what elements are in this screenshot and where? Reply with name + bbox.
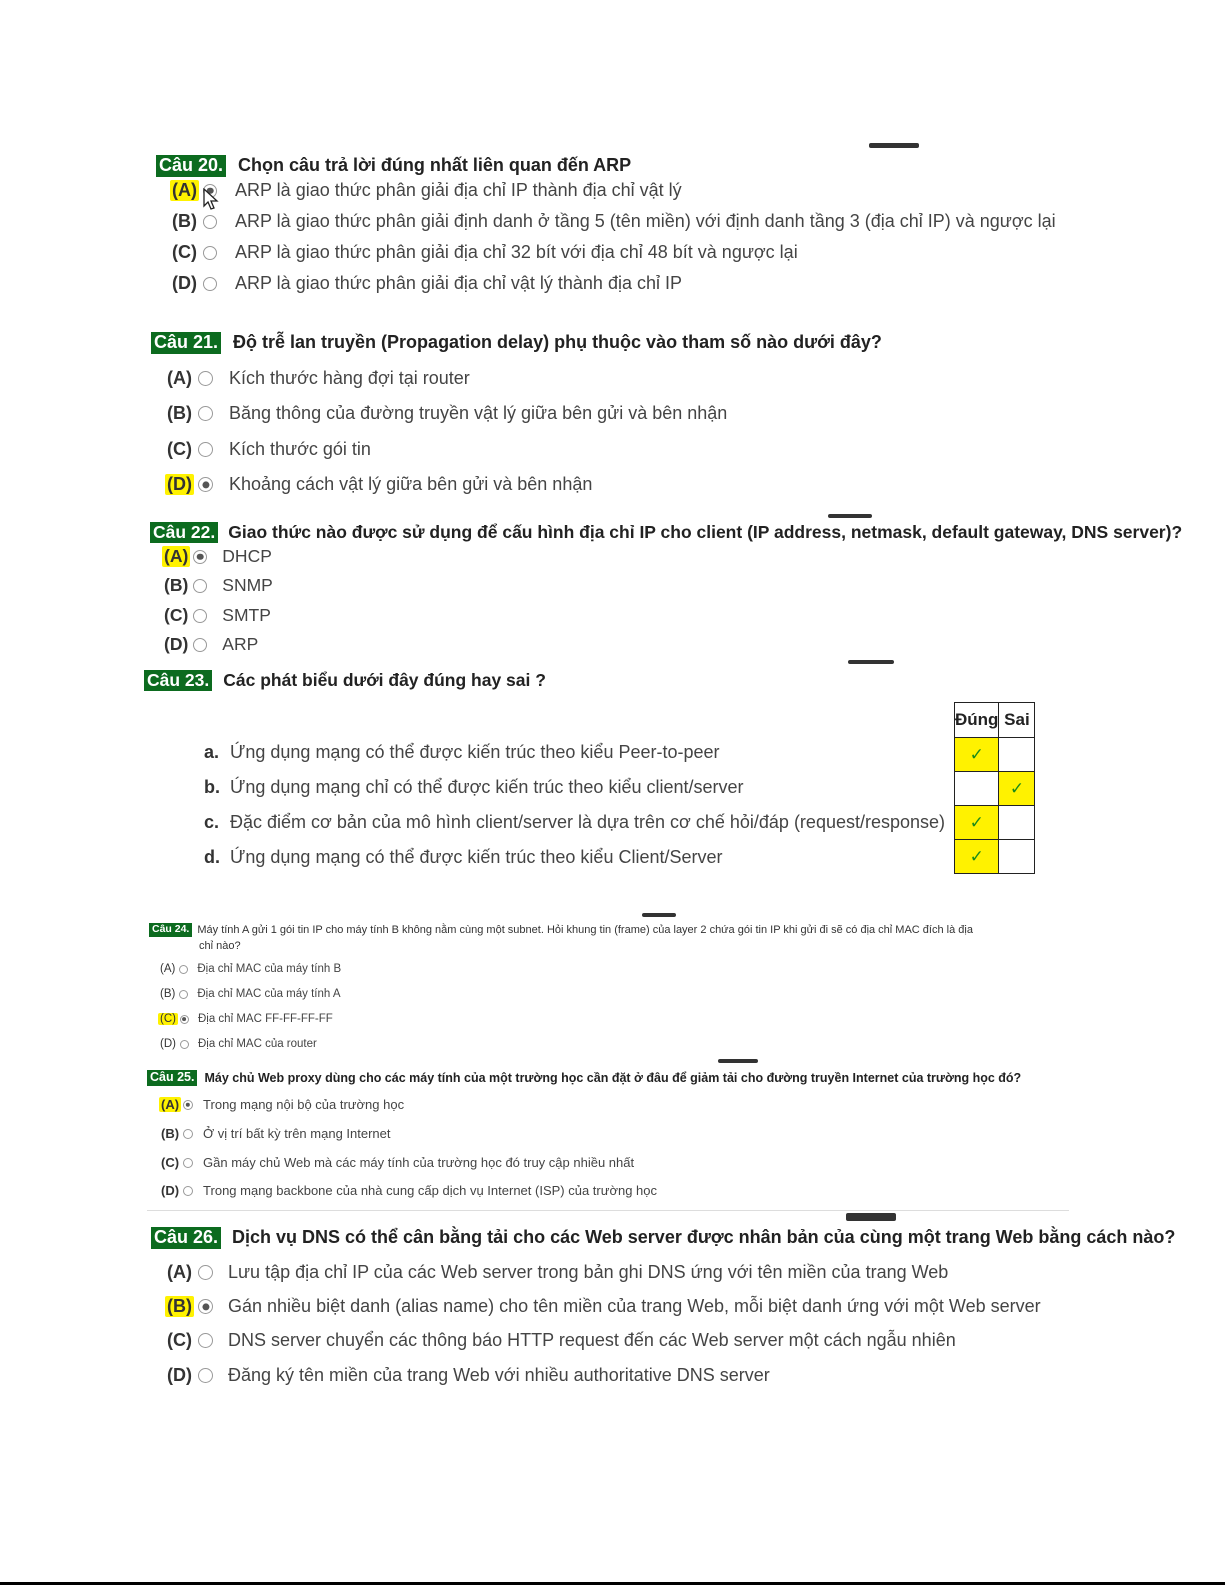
answer-cell-c-false[interactable] [999, 806, 1035, 840]
statement-text: Ứng dụng mạng có thể được kiến trúc theo kiểu Client/Server [230, 847, 723, 867]
radio-button[interactable] [183, 1158, 193, 1168]
option-letter: (D) [160, 1038, 176, 1050]
answer-cell-a-false[interactable] [999, 738, 1035, 772]
option-text: Đăng ký tên miền của trang Web với nhiều authoritative DNS server [228, 1365, 770, 1385]
radio-button[interactable] [198, 406, 213, 421]
option-letter: (B) [164, 575, 189, 595]
question-text: Chọn câu trả lời đúng nhất liên quan đến ARP [238, 155, 632, 176]
mouse-cursor-icon [203, 188, 219, 212]
column-header-false: Sai [999, 703, 1035, 738]
q21-option-d[interactable] [165, 474, 592, 495]
option-letter: (D) [167, 1365, 192, 1385]
option-text: Lưu tập địa chỉ IP của các Web server trong bản ghi DNS ứng với tên miền của trang Web [228, 1262, 949, 1282]
option-text: Địa chỉ MAC của máy tính A [197, 988, 341, 1000]
option-text: Kích thước hàng đợi tại router [229, 368, 470, 388]
question-text: Các phát biểu dưới đây đúng hay sai ? [223, 670, 546, 691]
option-text: Địa chỉ MAC FF-FF-FF-FF [197, 1013, 333, 1025]
option-text: ARP là giao thức phân giải định danh ở tầng 5 (tên miền) với định danh tầng 3 (địa chỉ IP) và ngược lại [235, 211, 1056, 231]
answer-cell-b-true[interactable] [955, 772, 999, 806]
option-text: ARP là giao thức phân giải địa chỉ vật lý thành địa chỉ IP [235, 273, 682, 293]
q21-option-b[interactable] [165, 403, 727, 424]
option-text: Trong mạng nội bộ của trường học [203, 1097, 405, 1112]
radio-button[interactable] [203, 246, 217, 260]
radio-button[interactable] [198, 477, 213, 492]
scroll-mark [869, 143, 919, 148]
column-header-true: Đúng [955, 703, 999, 738]
statement-letter: b. [204, 777, 220, 797]
statement-letter: a. [204, 742, 220, 762]
option-letter: (A) [172, 180, 197, 200]
divider [147, 1210, 1069, 1211]
q21-option-a[interactable] [165, 368, 470, 389]
radio-button[interactable] [179, 990, 188, 999]
radio-button[interactable] [198, 442, 213, 457]
q24-option-d[interactable] [158, 1038, 317, 1050]
radio-button[interactable] [179, 965, 188, 974]
option-letter: (C) [164, 605, 189, 625]
question-26-header [151, 1227, 1175, 1249]
q22-option-b[interactable] [162, 575, 273, 596]
statement-letter: d. [204, 847, 220, 867]
q20-option-b[interactable] [170, 211, 1056, 232]
q26-option-d[interactable] [165, 1365, 770, 1386]
q20-option-d[interactable] [170, 273, 682, 294]
radio-button[interactable] [198, 1368, 213, 1383]
q26-option-b[interactable] [165, 1296, 1041, 1317]
question-21-header [151, 332, 882, 354]
option-letter: (C) [160, 1013, 176, 1025]
radio-button[interactable] [198, 1299, 213, 1314]
question-number: Câu 25. [147, 1070, 197, 1086]
option-text: Gán nhiều biệt danh (alias name) cho tên miền của trang Web, mỗi biệt danh ứng với một Web server [228, 1296, 1041, 1316]
radio-button[interactable] [198, 371, 213, 386]
q24-option-b[interactable] [158, 988, 341, 1000]
q22-option-a[interactable] [162, 546, 272, 567]
question-text: Dịch vụ DNS có thể cân bằng tải cho các Web server được nhân bản của cùng một trang Web bằng cách nào? [232, 1227, 1176, 1248]
q25-option-c[interactable] [159, 1155, 634, 1170]
option-letter: (A) [167, 368, 192, 388]
answer-cell-d-false[interactable] [999, 840, 1035, 874]
radio-button[interactable] [193, 609, 207, 623]
scroll-mark [828, 514, 872, 518]
question-number: Câu 20. [156, 155, 226, 177]
scroll-mark [848, 660, 894, 664]
option-text: ARP là giao thức phân giải địa chỉ 32 bít với địa chỉ 48 bít và ngược lại [235, 242, 798, 262]
statement-text: Đặc điểm cơ bản của mô hình client/server là dựa trên cơ chế hỏi/đáp (request/response) [230, 812, 946, 832]
question-text: Giao thức nào được sử dụng để cấu hình địa chỉ IP cho client (IP address, netmask, default gateway, DNS server)? [228, 522, 1183, 543]
q26-option-c[interactable] [165, 1330, 956, 1351]
radio-button[interactable] [198, 1333, 213, 1348]
question-24-header [149, 923, 1069, 952]
option-letter: (A) [161, 1097, 180, 1112]
option-letter: (B) [172, 211, 197, 231]
statement-b [204, 777, 744, 798]
option-text: Địa chỉ MAC của máy tính B [197, 963, 342, 975]
option-text: Ở vị trí bất kỳ trên mạng Internet [203, 1126, 391, 1141]
answer-cell-d-true[interactable]: ✓ [955, 840, 999, 874]
question-number: Câu 21. [151, 332, 221, 354]
option-text: DHCP [222, 546, 272, 566]
question-text: Độ trễ lan truyền (Propagation delay) phụ thuộc vào tham số nào dưới đây? [233, 332, 882, 353]
option-letter: (D) [167, 474, 192, 494]
option-letter: (C) [172, 242, 197, 262]
statement-text: Ứng dụng mạng chỉ có thể được kiến trúc theo kiểu client/server [230, 777, 744, 797]
option-letter: (C) [167, 439, 192, 459]
q20-option-c[interactable] [170, 242, 798, 263]
radio-button[interactable] [193, 550, 207, 564]
option-text: SMTP [222, 605, 271, 625]
option-text: Kích thước gói tin [229, 439, 371, 459]
answer-cell-a-true[interactable]: ✓ [955, 738, 999, 772]
option-text: Trong mạng backbone của nhà cung cấp dịch vụ Internet (ISP) của trường học [203, 1183, 657, 1198]
q25-option-a[interactable] [159, 1097, 404, 1112]
q22-option-c[interactable] [162, 605, 271, 626]
option-text: ARP là giao thức phân giải địa chỉ IP thành địa chỉ vật lý [235, 180, 682, 200]
q22-option-d[interactable] [162, 634, 258, 655]
statement-a [204, 742, 720, 763]
statement-d [204, 847, 723, 868]
option-text: Băng thông của đường truyền vật lý giữa bên gửi và bên nhận [229, 403, 728, 423]
scroll-mark [642, 913, 676, 917]
question-20-header [156, 155, 631, 177]
scroll-mark [846, 1213, 896, 1221]
question-number: Câu 26. [151, 1227, 221, 1249]
radio-button[interactable] [180, 1040, 189, 1049]
option-letter: (C) [161, 1155, 180, 1170]
option-letter: (A) [160, 963, 176, 975]
radio-button[interactable] [183, 1186, 193, 1196]
option-text: Gần máy chủ Web mà các máy tính của trường học đó truy cập nhiều nhất [203, 1155, 635, 1170]
statement-c [204, 812, 945, 833]
question-text-line2: chỉ nào? [199, 939, 241, 952]
option-letter: (A) [167, 1262, 192, 1282]
q26-option-a[interactable] [165, 1262, 948, 1283]
scroll-mark [718, 1059, 758, 1063]
true-false-table [954, 702, 1035, 874]
radio-button[interactable] [183, 1100, 193, 1110]
option-letter: (B) [160, 988, 176, 1000]
option-letter: (A) [164, 546, 189, 566]
option-text: ARP [222, 634, 259, 654]
option-text: Địa chỉ MAC của router [197, 1038, 317, 1050]
question-23-header [144, 670, 546, 691]
radio-button[interactable] [203, 277, 217, 291]
option-text: Khoảng cách vật lý giữa bên gửi và bên nhận [229, 474, 593, 494]
option-letter: (B) [167, 1296, 192, 1316]
q25-option-d[interactable] [159, 1183, 657, 1198]
radio-button[interactable] [203, 215, 217, 229]
question-number: Câu 23. [144, 670, 212, 691]
option-letter: (C) [167, 1330, 192, 1350]
option-letter: (D) [161, 1183, 180, 1198]
question-text-line1: Máy tính A gửi 1 gói tin IP cho máy tính B không nằm cùng một subnet. Hỏi khung tin (frame) của layer 2 chứa gói tin IP khi gửi đi sẽ có địa chỉ MAC đích là địa [197, 923, 973, 936]
option-letter: (B) [161, 1126, 180, 1141]
statement-text: Ứng dụng mạng có thể được kiến trúc theo kiểu Peer-to-peer [230, 742, 720, 762]
option-text: DNS server chuyển các thông báo HTTP request đến các Web server một cách ngẫu nhiên [228, 1330, 956, 1350]
q25-option-b[interactable] [159, 1126, 391, 1141]
question-text: Máy chủ Web proxy dùng cho các máy tính của một trường học cần đặt ở đâu để giảm tải cho đường truyền Internet của trường học đó? [204, 1070, 1022, 1085]
answer-cell-b-false[interactable]: ✓ [999, 772, 1035, 806]
option-letter: (D) [164, 634, 189, 654]
q24-option-a[interactable] [158, 963, 341, 975]
radio-button[interactable] [183, 1129, 193, 1139]
option-letter: (B) [167, 403, 192, 423]
question-number: Câu 22. [150, 522, 218, 543]
option-text: SNMP [222, 575, 273, 595]
q21-option-c[interactable] [165, 439, 371, 460]
statement-letter: c. [204, 812, 220, 832]
radio-button[interactable] [193, 579, 207, 593]
question-22-header [150, 522, 1182, 543]
radio-button[interactable] [180, 1015, 189, 1024]
radio-button[interactable] [198, 1265, 213, 1280]
radio-button[interactable] [193, 638, 207, 652]
answer-cell-c-true[interactable]: ✓ [955, 806, 999, 840]
q20-option-a[interactable] [170, 180, 682, 201]
q24-option-c[interactable] [158, 1013, 333, 1025]
question-25-header [147, 1070, 1021, 1086]
option-letter: (D) [172, 273, 197, 293]
question-number: Câu 24. [149, 923, 192, 937]
